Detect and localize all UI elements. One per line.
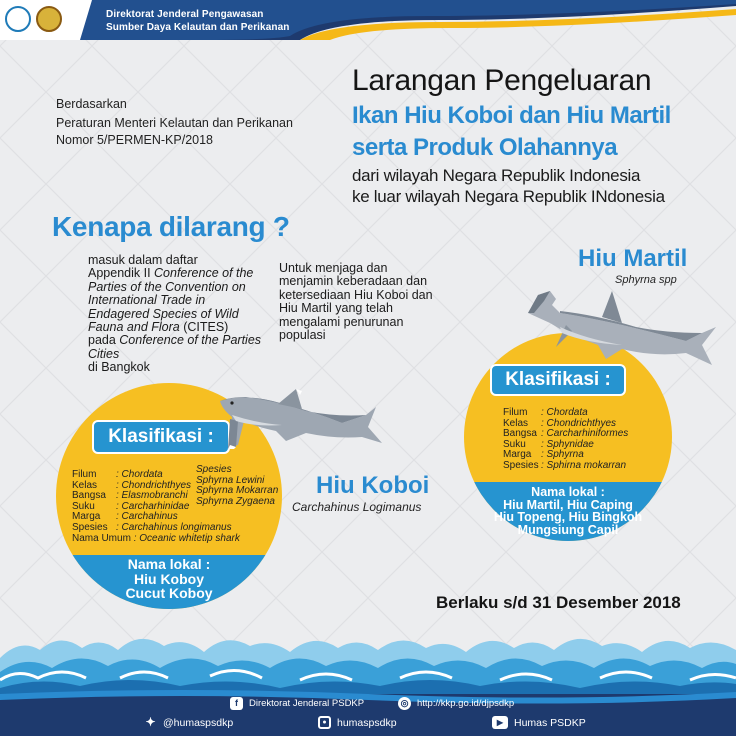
species-list-heading: Spesies — [196, 464, 232, 475]
koboi-classification-label: Klasifikasi : — [92, 420, 230, 454]
martil-val-marga: : Sphyrna — [541, 449, 584, 461]
title-products: serta Produk Olahannya — [352, 134, 618, 161]
reason-cites-p2 — [88, 267, 268, 334]
validity-notice: Berlaku s/d 31 Desember 2018 — [436, 593, 681, 612]
koboi-local-names — [56, 557, 282, 601]
martil-key-spesies: Spesies — [503, 459, 539, 471]
koboi-key-filum: Filum — [72, 469, 97, 480]
martil-scientific-name: Sphyrna spp — [615, 274, 677, 286]
martil-name: Hiu Martil — [578, 245, 688, 272]
youtube-label: Humas PSDKP — [514, 716, 586, 729]
koboi-key-kelas: Kelas — [72, 479, 98, 491]
page-title: Larangan Pengeluaran — [352, 64, 652, 97]
martil-val-filum: : Chordata — [541, 407, 588, 418]
koboi-local-name-1: Hiu Koboy — [134, 570, 204, 587]
reason-cites — [88, 254, 268, 375]
martil-val-spesies: : Sphirna mokarran — [541, 459, 627, 471]
martil-classification-table — [503, 408, 628, 472]
koboi-val-marga: : Carchahinus — [116, 511, 178, 523]
martil-val-kelas: : Chondrichthyes — [541, 417, 617, 429]
oceanic-whitetip-shark-illustration — [216, 387, 386, 463]
koboi-name: Hiu Koboi — [316, 472, 430, 499]
reason-cites-at: pada — [88, 333, 120, 348]
martil-classification-label: Klasifikasi : — [490, 364, 626, 396]
koboi-val-kelas: : Chondrichthyes — [116, 479, 192, 491]
koboi-local-name-2: Cucut Koboy — [125, 585, 213, 601]
youtube-icon: ▶ — [492, 716, 508, 729]
koboi-key-marga: Marga — [72, 511, 101, 523]
martil-key-bangsa: Bangsa — [503, 428, 537, 440]
kkp-logo — [5, 6, 31, 32]
twitter-icon: ✦ — [145, 715, 156, 729]
facebook-icon: f — [230, 697, 243, 710]
martil-local-label: Nama lokal : — [531, 485, 605, 499]
org-name-line1: Direktorat Jenderal Pengawasan — [106, 9, 264, 20]
martil-key-marga: Marga — [503, 449, 532, 461]
koboi-species-list — [196, 465, 278, 507]
hammerhead-shark-illustration — [526, 287, 718, 377]
martil-local-name-1: Hiu Martil, Hiu Caping — [503, 497, 633, 512]
koboi-val-filum: : Chordata — [116, 469, 163, 480]
basis-regulation: Peraturan Menteri Kelautan dan Perikanan — [56, 116, 293, 130]
facebook-link[interactable] — [230, 697, 364, 710]
twitter-link[interactable] — [144, 716, 233, 729]
reason-cites-appendix: Appendik II — [88, 266, 155, 281]
martil-local-name-3: Mungsiung Capil — [517, 522, 619, 537]
reason-cites-convention: Conference of the Parties of the Convention on International Trade in Endagered Species of Wild Fauna and Flora — [88, 266, 254, 335]
reason-cites-conference: Conference of the Parties Cities — [88, 333, 262, 361]
koboi-val-spesies: : Carchahinus longimanus — [116, 521, 232, 533]
martil-local-names — [486, 486, 650, 536]
koboi-row-nama-umum — [72, 534, 240, 545]
martil-key-kelas: Kelas — [503, 417, 529, 429]
martil-key-suku: Suku — [503, 438, 526, 450]
species-item-1: Sphyrna Lewini — [196, 474, 265, 486]
reason-cites-p1: masuk dalam daftar — [88, 253, 198, 267]
org-name-line2: Sumber Daya Kelautan dan Perikanan — [106, 22, 290, 33]
basis-intro: Berdasarkan — [56, 97, 127, 111]
koboi-val-bangsa: : Elasmobranchi — [116, 490, 188, 502]
instagram-link[interactable] — [318, 716, 397, 729]
globe-icon: ◎ — [398, 697, 411, 710]
species-item-3: Sphyrna Zygaena — [196, 495, 275, 507]
koboi-key-nama-umum: Nama Umum — [72, 532, 131, 544]
title-from: dari wilayah Negara Republik Indonesia — [352, 166, 641, 185]
koboi-key-bangsa: Bangsa — [72, 490, 106, 502]
koboi-val-suku: : Carcharhinidae — [116, 500, 190, 512]
psdkp-emblem — [36, 6, 62, 32]
title-species: Ikan Hiu Koboi dan Hiu Martil — [352, 102, 671, 129]
twitter-label: @humaspsdkp — [163, 716, 234, 729]
basis-number: Nomor 5/PERMEN-KP/2018 — [56, 133, 214, 147]
martil-val-suku: : Sphynidae — [541, 438, 594, 450]
reason-cites-p3 — [88, 334, 268, 361]
website-link[interactable] — [398, 697, 514, 710]
koboi-local-label: Nama lokal : — [127, 556, 211, 572]
koboi-key-suku: Suku — [72, 500, 95, 512]
koboi-key-spesies: Spesies — [72, 521, 108, 533]
reason-cites-abbr: (CITES) — [179, 320, 229, 335]
koboi-val-nama-umum: : Oceanic whitetip shark — [133, 532, 240, 544]
youtube-link[interactable] — [492, 716, 586, 729]
martil-row-spesies — [503, 461, 628, 472]
martil-local-name-2: Hiu Topeng, Hiu Bingkoh — [493, 510, 643, 524]
facebook-label: Direktorat Jenderal PSDKP — [249, 698, 365, 709]
species-item-2: Sphyrna Mokarran — [196, 485, 279, 497]
instagram-label: humaspsdkp — [337, 716, 397, 729]
website-label: http://kkp.go.id/djpsdkp — [417, 698, 515, 709]
reason-cites-place: di Bangkok — [88, 360, 150, 375]
martil-key-filum: Filum — [503, 407, 528, 418]
reason-population: Untuk menjaga dan menjamin keberadaan dan ketersediaan Hiu Koboi dan Hiu Martil yang telah mengalami penurunan populasi — [279, 261, 433, 343]
header-bar — [0, 0, 736, 40]
martil-val-bangsa: : Carcharhiniformes — [541, 428, 629, 440]
instagram-icon: ● — [318, 716, 331, 729]
title-to: ke luar wilayah Negara Republik INdonesia — [352, 187, 665, 206]
why-heading: Kenapa dilarang ? — [52, 211, 290, 242]
koboi-scientific-name: Carchahinus Logimanus — [292, 500, 422, 514]
